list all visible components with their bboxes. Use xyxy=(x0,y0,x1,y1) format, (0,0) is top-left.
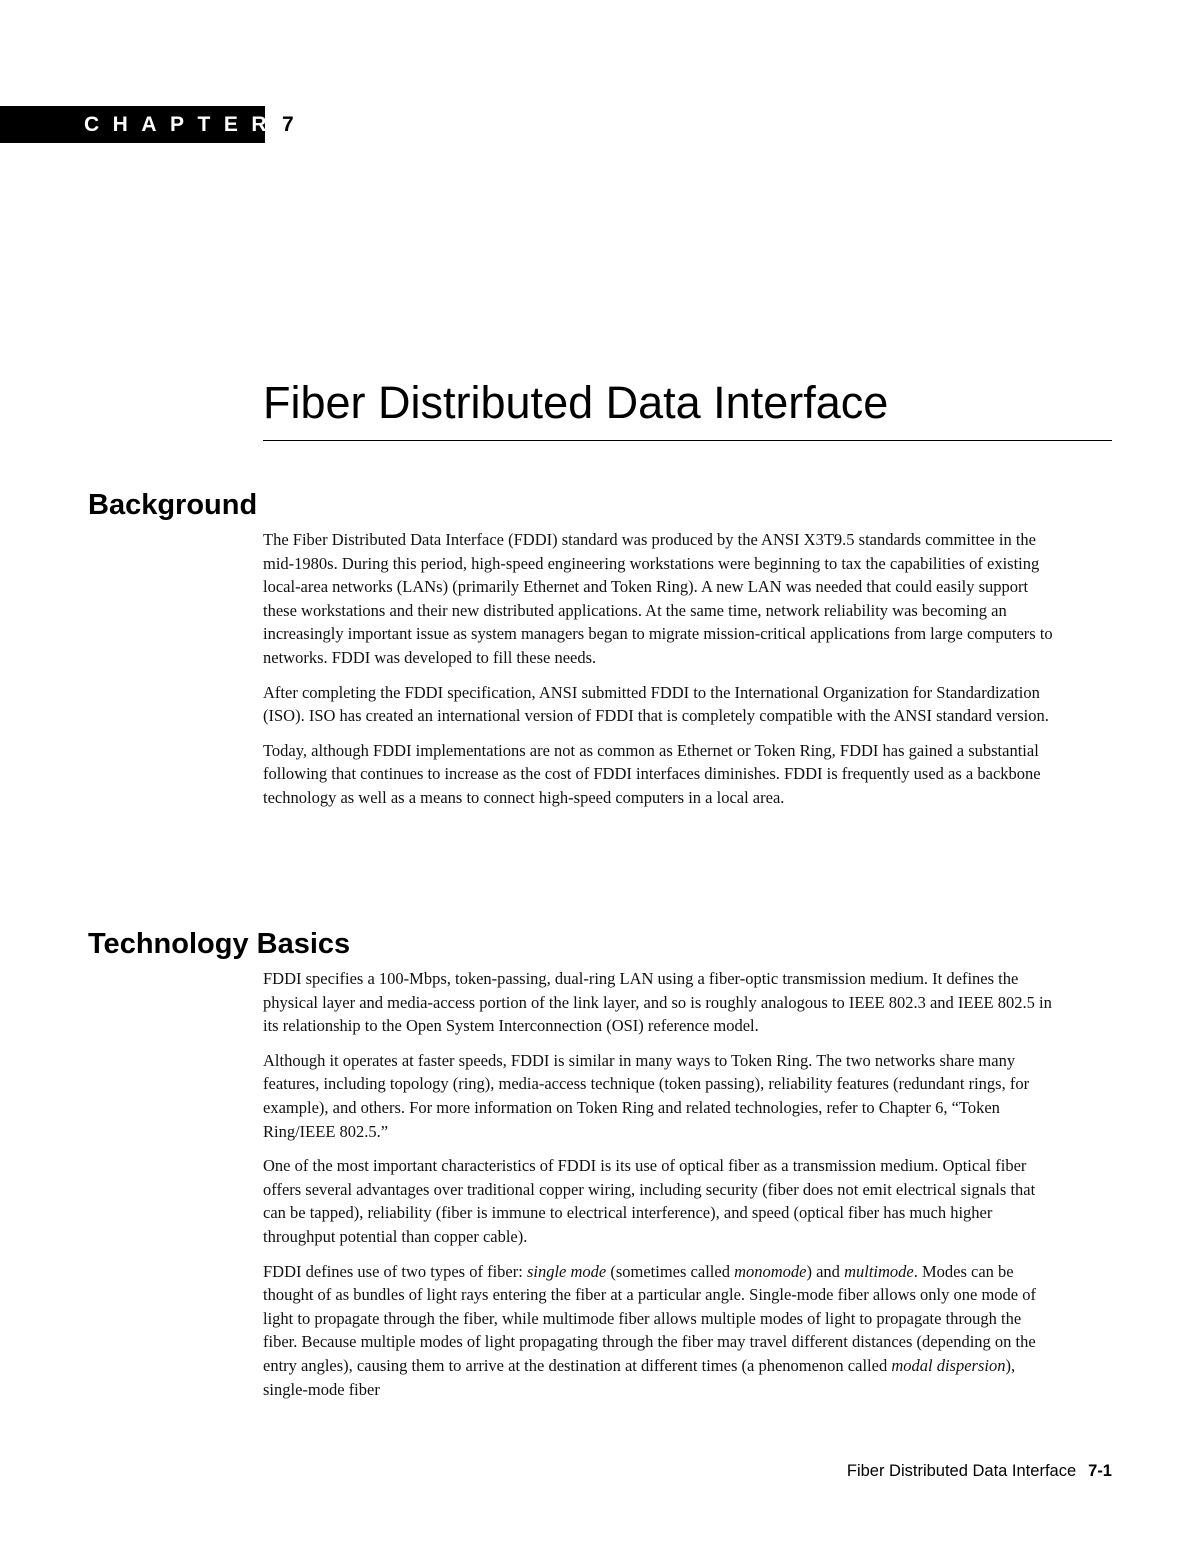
text-run: FDDI defines use of two types of fiber: xyxy=(263,1261,527,1281)
paragraph: The Fiber Distributed Data Interface (FDDI) standard was produced by the ANSI X3T9.5 standards committee in the mid-1980s. During this period, high-speed engineering workstations were beginning to tax the capabilities of existing local-area networks (LANs) (primarily Ethernet and Token Ring). A new LAN was needed that could easily support these workstations and their new distributed applications. At the same time, network reliability was becoming an increasingly important issue as system managers began to migrate mission-critical applications from large computers to networks. FDDI was developed to fill these needs. xyxy=(263,530,1053,667)
title-rule xyxy=(263,440,1112,441)
page-number: 7-1 xyxy=(1088,1462,1112,1480)
paragraph: FDDI specifies a 100-Mbps, token-passing, dual-ring LAN using a fiber-optic transmission medium. It defines the physical layer and media-access portion of the link layer, and so is roughly analogous to IEEE 802.3 and IEEE 802.5 in its relationship to the Open System Interconnection (OSI) reference model. xyxy=(263,969,1052,1036)
paragraph: Today, although FDDI implementations are not as common as Ethernet or Token Ring, FDDI has gained a substantial following that continues to increase as the cost of FDDI interfaces diminishes. FDDI is frequently used as a backbone technology as well as a means to connect high-speed computers in a local area. xyxy=(263,740,1041,807)
footer-title: Fiber Distributed Data Interface xyxy=(846,1462,1077,1480)
term-single-mode: single mode xyxy=(526,1261,607,1281)
chapter-number: 7 xyxy=(282,113,294,136)
fiber-types-paragraph xyxy=(263,1260,1053,1402)
term-modal-dispersion: modal dispersion xyxy=(891,1355,1006,1375)
term-monomode: monomode xyxy=(734,1261,807,1281)
text-run: . Modes can be thought of as bundles of light rays entering the fiber at a particular angle. Single-mode fiber allows only one mode of light to propagate through the fiber, while multimode fiber allows multiple modes of light to propagate through the fiber. Because multiple modes of light propagating through the fiber may travel different distances (depending on the entry angles), causing them to arrive at the destination at different times (a phenomenon called xyxy=(263,1261,1036,1375)
paragraph: Although it operates at faster speeds, FDDI is similar in many ways to Token Ring. The two networks share many features, including topology (ring), media-access technique (token passing), reliability features (redundant rings, for example), and others. For more information on Token Ring and related technologies, refer to Chapter 6, “Token Ring/IEEE 802.5.” xyxy=(263,1050,1030,1141)
paragraph: After completing the FDDI specification, ANSI submitted FDDI to the International Organization for Standardization (ISO). ISO has created an international version of FDDI that is completely compatible with the ANSI standard version. xyxy=(263,682,1049,726)
chapter-label: CHAPTER xyxy=(84,113,281,136)
page-title: Fiber Distributed Data Interface xyxy=(263,377,889,428)
paragraph: One of the most important characteristics of FDDI is its use of optical fiber as a transmission medium. Optical fiber offers several advantages over traditional copper wiring, including security (fiber does not emit electrical signals that can be tapped), reliability (fiber is immune to electrical interference), and speed (optical fiber has much higher throughput potential than copper cable). xyxy=(263,1156,1036,1246)
text-run: (sometimes called xyxy=(606,1261,735,1281)
section-heading-technology-basics: Technology Basics xyxy=(88,928,351,960)
text-run: ), single-mode fiber xyxy=(263,1355,1016,1399)
section-heading-background: Background xyxy=(88,489,258,521)
background-body xyxy=(263,528,1053,821)
text-run: ) and xyxy=(806,1261,845,1281)
technology-body xyxy=(263,967,1053,1412)
term-multimode: multimode xyxy=(844,1261,914,1281)
page-footer xyxy=(847,1459,1112,1483)
